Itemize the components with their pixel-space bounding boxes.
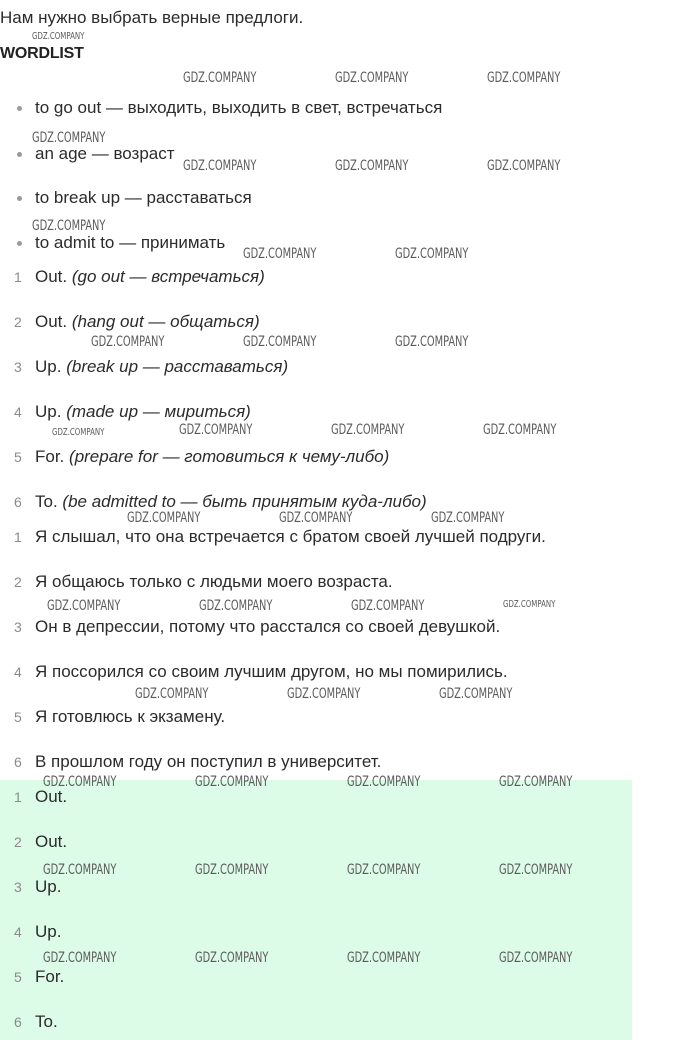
- watermark: GDZ.COMPANY: [287, 686, 361, 702]
- watermark: GDZ.COMPANY: [503, 599, 556, 610]
- watermark: GDZ.COMPANY: [52, 427, 105, 438]
- watermark: GDZ.COMPANY: [347, 774, 421, 790]
- watermark: GDZ.COMPANY: [127, 510, 201, 526]
- watermark: GDZ.COMPANY: [499, 774, 573, 790]
- watermark: GDZ.COMPANY: [487, 70, 561, 86]
- watermark: GDZ.COMPANY: [91, 334, 165, 350]
- watermark: GDZ.COMPANY: [331, 422, 405, 438]
- wordlist-title: WORDLIST: [0, 45, 84, 62]
- watermark: GDZ.COMPANY: [483, 422, 557, 438]
- watermark: GDZ.COMPANY: [43, 862, 117, 878]
- watermark: GDZ.COMPANY: [47, 598, 121, 614]
- bullet-dot-icon: [17, 106, 22, 111]
- watermark: GDZ.COMPANY: [135, 686, 209, 702]
- bullet-dot-icon: [17, 241, 22, 246]
- watermark: GDZ.COMPANY: [32, 31, 85, 42]
- watermark: GDZ.COMPANY: [32, 130, 106, 146]
- answers-highlight: [0, 780, 632, 1040]
- watermark: GDZ.COMPANY: [243, 246, 317, 262]
- watermark: GDZ.COMPANY: [395, 334, 469, 350]
- watermark: GDZ.COMPANY: [431, 510, 505, 526]
- watermark: GDZ.COMPANY: [487, 158, 561, 174]
- watermark: GDZ.COMPANY: [499, 950, 573, 966]
- watermark: GDZ.COMPANY: [335, 70, 409, 86]
- watermark: GDZ.COMPANY: [195, 950, 269, 966]
- watermark: GDZ.COMPANY: [179, 422, 253, 438]
- intro-text: Нам нужно выбрать верные предлоги.: [0, 8, 304, 27]
- watermark: GDZ.COMPANY: [43, 774, 117, 790]
- watermark: GDZ.COMPANY: [335, 158, 409, 174]
- watermark: GDZ.COMPANY: [439, 686, 513, 702]
- watermark: GDZ.COMPANY: [183, 158, 257, 174]
- watermark: GDZ.COMPANY: [195, 774, 269, 790]
- watermark: GDZ.COMPANY: [43, 950, 117, 966]
- watermark: GDZ.COMPANY: [279, 510, 353, 526]
- watermark: GDZ.COMPANY: [351, 598, 425, 614]
- watermark: GDZ.COMPANY: [347, 862, 421, 878]
- watermark: GDZ.COMPANY: [243, 334, 317, 350]
- watermark: GDZ.COMPANY: [183, 70, 257, 86]
- watermark: GDZ.COMPANY: [195, 862, 269, 878]
- watermark: GDZ.COMPANY: [395, 246, 469, 262]
- watermark: GDZ.COMPANY: [347, 950, 421, 966]
- watermark: GDZ.COMPANY: [499, 862, 573, 878]
- watermark: GDZ.COMPANY: [199, 598, 273, 614]
- bullet-dot-icon: [17, 196, 22, 201]
- bullet-dot-icon: [17, 152, 22, 157]
- watermark: GDZ.COMPANY: [32, 218, 106, 234]
